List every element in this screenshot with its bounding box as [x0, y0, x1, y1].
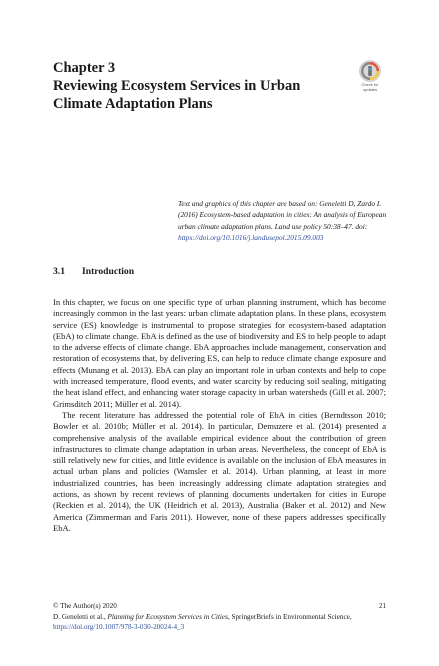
source-doi-link[interactable]: https://doi.org/10.1016/j.landusepol.2015.09.003 [178, 233, 324, 243]
chapter-title [53, 77, 353, 113]
source-note-text: Text and graphics of this chapter are based on: Geneletti D, Zardo L (2016) Ecosystem-based adaptation in cities: An analysis of European urban climate adaptation plans. Land use policy 50:38–47. doi: [178, 199, 387, 231]
check-for-updates-icon [359, 60, 381, 82]
chapter-label: Chapter 3 [53, 60, 116, 76]
chapter-doi-link[interactable]: https://doi.org/10.1007/978-3-030-20024-4_3 [53, 623, 185, 632]
body-text [53, 297, 386, 534]
book-title: Planning for Ecosystem Services in Cities [107, 612, 228, 621]
page-footer [53, 601, 386, 633]
chapter-title-line-2: Climate Adaptation Plans [53, 96, 213, 112]
page-number: 21 [378, 602, 386, 610]
section-number: 3.1 [53, 266, 65, 277]
paragraph: In this chapter, we focus on one specific type of urban planning instrument, which has become increasingly common in the last years: urban climate adaptation plans. In these plans, ecosystem service (ES) knowledge is instrumental to propose strategies for ecosystem-based adaptation (EbA) to climate change. EbA is defined as the use of biodiversity and ES to help people to adapt to the adverse effects of climate change. EbA approaches include management, conservation and restoration of ecosystems that, by delivering ES, can help to reduce climate change exposure and effects (Munang et al. 2013). EbA can play an important role in urban contexts and help to cope with increased temperature, flood events, and water scarcity by reducing soil sealing, mitigating the heat island effect, and enhancing water storage capacity in urban watersheds (Gill et al. 2007; Grimsditch 2011; Müller et al. 2014). [53, 297, 387, 409]
copyright-line: © The Author(s) 2020 [53, 602, 117, 610]
chapter-title-line-1: Reviewing Ecosystem Services in Urban [53, 78, 301, 94]
section-title: Introduction [82, 266, 135, 277]
paragraph: The recent literature has addressed the potential role of EbA in cities (Berndtsson 2010; Bowler et al. 2010b; Müller et al. 2014). In particular, Demuzere et al. (2014) presented a comprehensive analysis of the available empirical evidence about the contribution of green infrastructures to climate change adaptation in urban areas. Nevertheless, the concept of EbA is still relatively new for cities, and little evidence is available on the inclusion of EbA measures in actual urban plans and policies (Wamsler et al. 2014). Urban planning, at least in more industrialized countries, has been increasingly addressing climate adaptation strategies and actions, as shown by recent reviews of planning documents undertaken for cities in Europe (Reckien et al. 2014), the UK (Heidrich et al. 2013), Australia (Baker et al. 2012) and New America (Zimmerman and Faris 2011). However, none of these papers addresses specifically EbA. [53, 409, 386, 533]
citation-line: D. Geneletti et al., Planning for Ecosystem Services in Cities, SpringerBriefs in Environmental Science, https://doi.org/10.1007/978-3-030-20024-4_3 [53, 612, 352, 632]
check-for-updates-label: Check for updates [361, 82, 379, 92]
source-note [178, 198, 390, 244]
check-for-updates-badge[interactable] [356, 60, 384, 96]
section-heading [53, 266, 134, 278]
